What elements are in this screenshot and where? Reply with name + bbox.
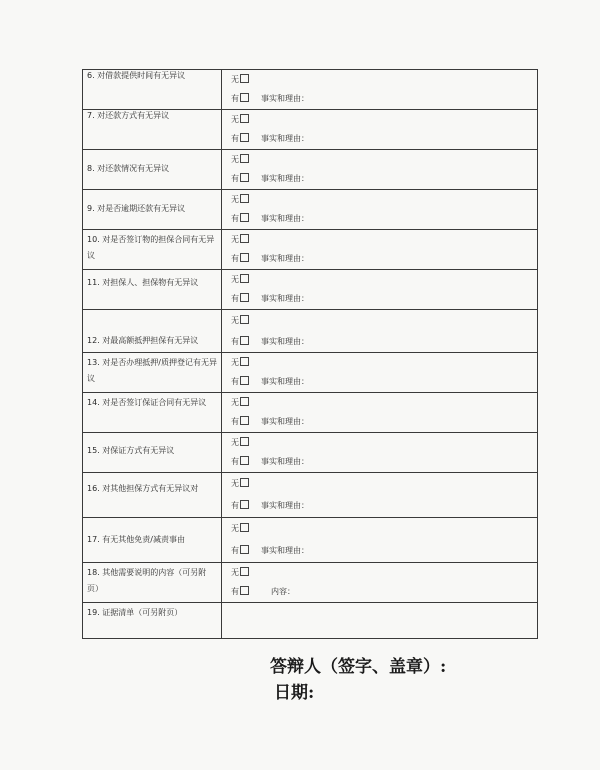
option-none — [226, 190, 533, 209]
option-none — [226, 563, 533, 582]
checkbox-none[interactable] — [240, 74, 249, 83]
question-cell: 9. 对是否逾期还款有无异议 — [83, 190, 222, 230]
checkbox-none[interactable] — [240, 194, 249, 203]
answer-cell — [222, 270, 538, 310]
reason-label: 事实和理由： — [261, 377, 309, 386]
option-none-label: 无 — [231, 479, 239, 488]
option-yes — [226, 412, 533, 431]
option-none — [226, 310, 533, 331]
option-none — [226, 150, 533, 169]
option-yes — [226, 372, 533, 391]
option-yes-label: 有 — [231, 587, 239, 596]
checkbox-yes[interactable] — [240, 336, 249, 345]
option-yes — [226, 540, 533, 562]
checkbox-none[interactable] — [240, 478, 249, 487]
objection-form-table — [82, 69, 538, 639]
option-none-label: 无 — [231, 155, 239, 164]
reason-label: 事实和理由： — [261, 134, 309, 143]
reason-label: 事实和理由： — [261, 417, 309, 426]
table-row — [83, 603, 538, 639]
checkbox-yes[interactable] — [240, 456, 249, 465]
answer-cell — [222, 353, 538, 393]
option-none-label: 无 — [231, 524, 239, 533]
checkbox-none[interactable] — [240, 397, 249, 406]
option-none-label: 无 — [231, 115, 239, 124]
table-row — [83, 270, 538, 310]
checkbox-yes[interactable] — [240, 500, 249, 509]
option-yes — [226, 89, 533, 108]
checkbox-none[interactable] — [240, 315, 249, 324]
checkbox-yes[interactable] — [240, 213, 249, 222]
answer-cell — [222, 190, 538, 230]
option-none — [226, 110, 533, 129]
reason-label: 事实和理由： — [261, 214, 309, 223]
reason-label: 事实和理由： — [261, 294, 309, 303]
table-row — [83, 110, 538, 150]
option-yes-label: 有 — [231, 457, 239, 466]
option-none — [226, 518, 533, 540]
question-cell: 10. 对是否签订物的担保合同有无异议 — [83, 230, 222, 270]
option-yes — [226, 582, 533, 601]
option-yes — [226, 289, 533, 308]
option-yes-label: 有 — [231, 214, 239, 223]
table-row — [83, 190, 538, 230]
checkbox-none[interactable] — [240, 234, 249, 243]
checkbox-none[interactable] — [240, 357, 249, 366]
answer-cell — [222, 150, 538, 190]
table-row — [83, 393, 538, 433]
option-yes-label: 有 — [231, 501, 239, 510]
reason-label: 事实和理由： — [261, 501, 309, 510]
checkbox-none[interactable] — [240, 567, 249, 576]
option-none-label: 无 — [231, 195, 239, 204]
question-cell: 11. 对担保人、担保物有无异议 — [83, 270, 222, 310]
table-row — [83, 353, 538, 393]
option-yes — [226, 452, 533, 471]
reason-label: 事实和理由： — [261, 337, 309, 346]
answer-cell — [222, 563, 538, 603]
checkbox-yes[interactable] — [240, 173, 249, 182]
option-yes — [226, 169, 533, 188]
option-none-label: 无 — [231, 398, 239, 407]
content-label: 内容： — [271, 587, 295, 596]
option-none — [226, 270, 533, 289]
question-cell: 18. 其他需要说明的内容（可另附页） — [83, 563, 222, 603]
option-yes — [226, 209, 533, 228]
reason-label: 事实和理由： — [261, 254, 309, 263]
checkbox-yes[interactable] — [240, 133, 249, 142]
question-cell: 7. 对还款方式有无异议 — [83, 110, 222, 150]
option-yes — [226, 249, 533, 268]
option-none-label: 无 — [231, 235, 239, 244]
checkbox-none[interactable] — [240, 274, 249, 283]
question-cell: 19. 证据清单（可另附页） — [83, 603, 222, 639]
checkbox-yes[interactable] — [240, 93, 249, 102]
question-cell: 6. 对借款提供时间有无异议 — [83, 70, 222, 110]
option-none — [226, 70, 533, 89]
question-cell: 17. 有无其他免责/减责事由 — [83, 518, 222, 563]
table-row — [83, 310, 538, 353]
reason-label: 事实和理由： — [261, 94, 309, 103]
option-yes-label: 有 — [231, 94, 239, 103]
reason-label: 事实和理由： — [261, 174, 309, 183]
option-none — [226, 230, 533, 249]
answer-cell — [222, 70, 538, 110]
option-none-label: 无 — [231, 316, 239, 325]
answer-cell — [222, 110, 538, 150]
answer-cell — [222, 393, 538, 433]
question-cell: 16. 对其他担保方式有无异议对 — [83, 473, 222, 518]
option-none — [226, 473, 533, 495]
option-yes-label: 有 — [231, 546, 239, 555]
option-none-label: 无 — [231, 568, 239, 577]
option-none — [226, 433, 533, 452]
question-cell: 13. 对是否办理抵押/质押登记有无异议 — [83, 353, 222, 393]
checkbox-none[interactable] — [240, 154, 249, 163]
checkbox-none[interactable] — [240, 523, 249, 532]
checkbox-yes[interactable] — [240, 253, 249, 262]
option-yes-label: 有 — [231, 254, 239, 263]
checkbox-yes[interactable] — [240, 586, 249, 595]
table-row — [83, 473, 538, 518]
question-cell: 14. 对是否签订保证合同有无异议 — [83, 393, 222, 433]
signature-date-label: 日期: — [274, 683, 315, 703]
table-row — [83, 518, 538, 563]
checkbox-yes[interactable] — [240, 376, 249, 385]
option-yes — [226, 331, 533, 352]
option-none — [226, 353, 533, 372]
evidence-answer-cell[interactable] — [222, 603, 538, 639]
option-none-label: 无 — [231, 275, 239, 284]
option-none-label: 无 — [231, 358, 239, 367]
table-row — [83, 433, 538, 473]
option-none-label: 无 — [231, 438, 239, 447]
question-cell: 8. 对还款情况有无异议 — [83, 150, 222, 190]
option-yes-label: 有 — [231, 337, 239, 346]
question-cell: 12. 对最高额抵押担保有无异议 — [83, 310, 222, 353]
answer-cell — [222, 473, 538, 518]
table-row — [83, 150, 538, 190]
option-yes — [226, 495, 533, 517]
option-yes-label: 有 — [231, 134, 239, 143]
answer-cell — [222, 518, 538, 563]
reason-label: 事实和理由： — [261, 546, 309, 555]
respondent-signature-label: 答辩人（签字、盖章）: — [270, 657, 447, 677]
option-yes-label: 有 — [231, 174, 239, 183]
option-none — [226, 393, 533, 412]
signature-block — [270, 654, 446, 706]
reason-label: 事实和理由： — [261, 457, 309, 466]
option-yes — [226, 129, 533, 148]
checkbox-none[interactable] — [240, 437, 249, 446]
option-yes-label: 有 — [231, 377, 239, 386]
option-yes-label: 有 — [231, 294, 239, 303]
answer-cell — [222, 310, 538, 353]
question-cell: 15. 对保证方式有无异议 — [83, 433, 222, 473]
option-yes-label: 有 — [231, 417, 239, 426]
table-row — [83, 230, 538, 270]
checkbox-yes[interactable] — [240, 293, 249, 302]
answer-cell — [222, 230, 538, 270]
checkbox-none[interactable] — [240, 114, 249, 123]
option-none-label: 无 — [231, 75, 239, 84]
table-row — [83, 70, 538, 110]
table-row — [83, 563, 538, 603]
answer-cell — [222, 433, 538, 473]
checkbox-yes[interactable] — [240, 545, 249, 554]
checkbox-yes[interactable] — [240, 416, 249, 425]
